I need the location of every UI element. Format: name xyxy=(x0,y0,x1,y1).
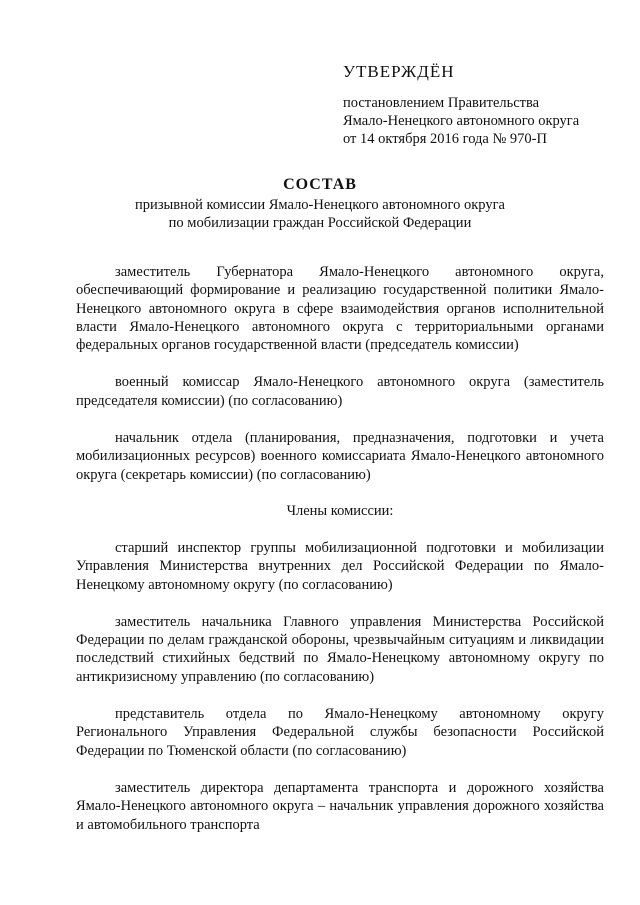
member-paragraph: представитель отдела по Ямало-Ненецкому автономному округу Регионального Управления Федеральной службы безопасности Российской Федерации по Тюменской области (по согласованию) xyxy=(76,706,604,759)
subtitle-line: призывной комиссии Ямало-Ненецкого автономного округа xyxy=(135,197,505,213)
document-title: СОСТАВ xyxy=(283,176,357,193)
secretary-paragraph: начальник отдела (планирования, предназначения, подготовки и учета мобилизационных ресурсов) военного комиссариата Ямало-Ненецкого автономного округа (секретарь комиссии) (по согласованию) xyxy=(76,430,604,483)
approval-line: постановлением Правительства xyxy=(343,95,540,111)
chairman-paragraph: заместитель Губернатора Ямало-Ненецкого автономного округа, обеспечивающий формирование и реализацию государственной политики Ямало-Ненецкого автономного округа в сфере взаимодействия органов исполнительной власти Ямало-Ненецкого автономного округа с территориальными органами федеральных органов государственной власти (председатель комиссии) xyxy=(76,264,604,354)
member-paragraph: заместитель начальника Главного управления Министерства Российской Федерации по делам гражданской обороны, чрезвычайным ситуациям и ликвидации последствий стихийных бедствий по Ямало-Ненецкому автономному округу по антикризисному управлению (по согласованию) xyxy=(76,613,604,685)
approval-line: Ямало-Ненецкого автономного округа xyxy=(343,113,580,129)
member-paragraph: заместитель директора департамента транспорта и дорожного хозяйства Ямало-Ненецкого автономного округа – начальник управления дорожного хозяйства и автомобильного транспорта xyxy=(76,779,604,833)
approval-title: УТВЕРЖДЁН xyxy=(343,62,455,81)
subtitle-line: по мобилизации граждан Российской Федерации xyxy=(168,215,472,231)
deputy-chairman-paragraph: военный комиссар Ямало-Ненецкого автономного округа (заместитель председателя комиссии) (по согласованию) xyxy=(76,374,604,409)
document-subtitle xyxy=(0,196,640,232)
approval-line: от 14 октября 2016 года № 970-П xyxy=(343,131,547,147)
members-heading: Члены комиссии: xyxy=(286,502,394,519)
approval-block xyxy=(343,62,633,148)
document-body xyxy=(76,263,604,853)
member-paragraph: старший инспектор группы мобилизационной подготовки и мобилизации Управления Министерства внутренних дел Российской Федерации по Ямало-Ненецкому автономному округу (по согласованию) xyxy=(76,539,604,593)
